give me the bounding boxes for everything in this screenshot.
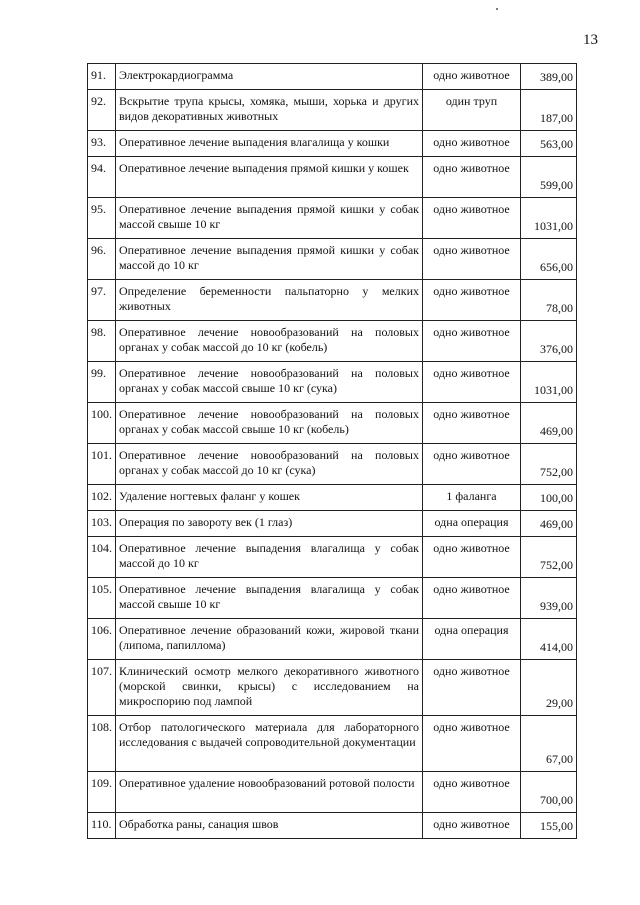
price-value: 752,00 <box>521 444 577 485</box>
unit-of-measure: одно животное <box>423 64 521 90</box>
service-name: Вскрытие трупа крысы, хомяка, мыши, хорька и других видов декоративных животных <box>116 90 423 131</box>
row-number: 103. <box>88 511 116 537</box>
service-name: Оперативное лечение выпадения влагалища у собак массой до 10 кг <box>116 537 423 578</box>
row-number: 101. <box>88 444 116 485</box>
table-row <box>88 578 577 619</box>
service-name: Оперативное лечение новообразований на половых органах у собак массой до 10 кг (кобель) <box>116 321 423 362</box>
price-value: 67,00 <box>521 716 577 772</box>
unit-of-measure: одно животное <box>423 813 521 839</box>
price-value: 752,00 <box>521 537 577 578</box>
table-row <box>88 619 577 660</box>
unit-of-measure: один труп <box>423 90 521 131</box>
price-value: 29,00 <box>521 660 577 716</box>
table-row <box>88 660 577 716</box>
row-number: 107. <box>88 660 116 716</box>
price-value: 1031,00 <box>521 198 577 239</box>
service-name: Оперативное лечение выпадения влагалища у кошки <box>116 131 423 157</box>
row-number: 93. <box>88 131 116 157</box>
price-value: 376,00 <box>521 321 577 362</box>
price-value: 78,00 <box>521 280 577 321</box>
unit-of-measure: 1 фаланга <box>423 485 521 511</box>
service-name: Определение беременности пальпаторно у мелких животных <box>116 280 423 321</box>
service-name: Оперативное лечение выпадения прямой кишки у собак массой свыше 10 кг <box>116 198 423 239</box>
unit-of-measure: одно животное <box>423 716 521 772</box>
unit-of-measure: одно животное <box>423 578 521 619</box>
table-row <box>88 321 577 362</box>
row-number: 100. <box>88 403 116 444</box>
unit-of-measure: одно животное <box>423 239 521 280</box>
table-row <box>88 280 577 321</box>
unit-of-measure: одно животное <box>423 403 521 444</box>
price-value: 656,00 <box>521 239 577 280</box>
table-row <box>88 239 577 280</box>
table-row <box>88 362 577 403</box>
service-name: Отбор патологического материала для лабораторного исследования с выдачей сопроводительной документации <box>116 716 423 772</box>
row-number: 94. <box>88 157 116 198</box>
row-number: 92. <box>88 90 116 131</box>
service-name: Удаление ногтевых фаланг у кошек <box>116 485 423 511</box>
row-number: 104. <box>88 537 116 578</box>
service-name: Оперативное лечение новообразований на половых органах у собак массой до 10 кг (сука) <box>116 444 423 485</box>
unit-of-measure: одно животное <box>423 660 521 716</box>
service-name: Операция по завороту век (1 глаз) <box>116 511 423 537</box>
price-value: 100,00 <box>521 485 577 511</box>
unit-of-measure: одно животное <box>423 157 521 198</box>
table-row <box>88 511 577 537</box>
table-row <box>88 485 577 511</box>
price-value: 700,00 <box>521 772 577 813</box>
service-name: Оперативное лечение выпадения прямой кишки у собак массой до 10 кг <box>116 239 423 280</box>
price-value: 1031,00 <box>521 362 577 403</box>
price-value: 599,00 <box>521 157 577 198</box>
table-row <box>88 716 577 772</box>
row-number: 108. <box>88 716 116 772</box>
table-row <box>88 403 577 444</box>
service-name: Обработка раны, санация швов <box>116 813 423 839</box>
service-name: Оперативное лечение новообразований на половых органах у собак массой свыше 10 кг (сука) <box>116 362 423 403</box>
table-row <box>88 64 577 90</box>
table-row <box>88 131 577 157</box>
unit-of-measure: одно животное <box>423 772 521 813</box>
unit-of-measure: одно животное <box>423 537 521 578</box>
row-number: 98. <box>88 321 116 362</box>
service-name: Клинический осмотр мелкого декоративного животного (морской свинки, крысы) с исследованием на микроспорию под лампой <box>116 660 423 716</box>
row-number: 110. <box>88 813 116 839</box>
unit-of-measure: одна операция <box>423 619 521 660</box>
row-number: 105. <box>88 578 116 619</box>
page-number: 13 <box>583 32 598 48</box>
service-name: Оперативное лечение образований кожи, жировой ткани (липома, папиллома) <box>116 619 423 660</box>
unit-of-measure: одна операция <box>423 511 521 537</box>
unit-of-measure: одно животное <box>423 321 521 362</box>
table-row <box>88 813 577 839</box>
service-name: Оперативное лечение новообразований на половых органах у собак массой свыше 10 кг (кобель) <box>116 403 423 444</box>
unit-of-measure: одно животное <box>423 131 521 157</box>
row-number: 102. <box>88 485 116 511</box>
service-name: Электрокардиограмма <box>116 64 423 90</box>
price-value: 389,00 <box>521 64 577 90</box>
price-value: 939,00 <box>521 578 577 619</box>
service-name: Оперативное лечение выпадения влагалища у собак массой свыше 10 кг <box>116 578 423 619</box>
unit-of-measure: одно животное <box>423 444 521 485</box>
service-name: Оперативное удаление новообразований ротовой полости <box>116 772 423 813</box>
table-row <box>88 537 577 578</box>
row-number: 109. <box>88 772 116 813</box>
price-value: 469,00 <box>521 403 577 444</box>
scan-dot <box>496 8 498 10</box>
row-number: 106. <box>88 619 116 660</box>
table-row <box>88 90 577 131</box>
row-number: 91. <box>88 64 116 90</box>
table-row <box>88 198 577 239</box>
unit-of-measure: одно животное <box>423 362 521 403</box>
price-value: 469,00 <box>521 511 577 537</box>
price-value: 187,00 <box>521 90 577 131</box>
table-row <box>88 444 577 485</box>
table-body <box>88 64 577 839</box>
price-value: 155,00 <box>521 813 577 839</box>
price-value: 563,00 <box>521 131 577 157</box>
price-table <box>87 63 577 839</box>
row-number: 97. <box>88 280 116 321</box>
row-number: 99. <box>88 362 116 403</box>
unit-of-measure: одно животное <box>423 280 521 321</box>
table-row <box>88 772 577 813</box>
unit-of-measure: одно животное <box>423 198 521 239</box>
price-value: 414,00 <box>521 619 577 660</box>
row-number: 95. <box>88 198 116 239</box>
row-number: 96. <box>88 239 116 280</box>
service-name: Оперативное лечение выпадения прямой кишки у кошек <box>116 157 423 198</box>
table-row <box>88 157 577 198</box>
